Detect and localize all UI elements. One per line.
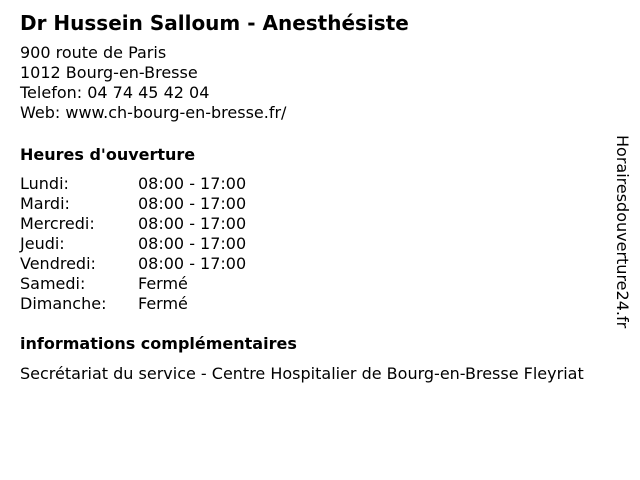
time-range: 08:00 - 17:00 [138, 194, 247, 213]
hours-row-monday [20, 174, 246, 194]
site-watermark: Horairesdouverture24.fr [613, 135, 632, 329]
page-title: Dr Hussein Salloum - Anesthésiste [20, 11, 409, 35]
day-label: Vendredi: [20, 254, 96, 273]
time-range: 08:00 - 17:00 [138, 234, 247, 253]
opening-hours-list [20, 174, 246, 314]
address-block [20, 43, 286, 123]
info-description: Secrétariat du service - Centre Hospitalier de Bourg-en-Bresse Fleyriat [20, 364, 584, 383]
city: 1012 Bourg-en-Bresse [20, 63, 198, 82]
hours-row-tuesday [20, 194, 246, 214]
day-label: Samedi: [20, 274, 86, 293]
time-range: Fermé [138, 274, 188, 293]
day-label: Dimanche: [20, 294, 107, 313]
hours-row-friday [20, 254, 246, 274]
hours-row-sunday [20, 294, 246, 314]
day-label: Lundi: [20, 174, 69, 193]
day-label: Mardi: [20, 194, 70, 213]
day-label: Jeudi: [20, 234, 65, 253]
time-range: 08:00 - 17:00 [138, 174, 247, 193]
hours-row-thursday [20, 234, 246, 254]
time-range: 08:00 - 17:00 [138, 214, 247, 233]
phone-number: Telefon: 04 74 45 42 04 [20, 83, 210, 102]
time-range: Fermé [138, 294, 188, 313]
hours-row-wednesday [20, 214, 246, 234]
time-range: 08:00 - 17:00 [138, 254, 247, 273]
hours-heading: Heures d'ouverture [20, 145, 196, 164]
street-address: 900 route de Paris [20, 43, 167, 62]
info-heading: informations complémentaires [20, 334, 297, 353]
website: Web: www.ch-bourg-en-bresse.fr/ [20, 103, 287, 122]
day-label: Mercredi: [20, 214, 95, 233]
hours-row-saturday [20, 274, 246, 294]
